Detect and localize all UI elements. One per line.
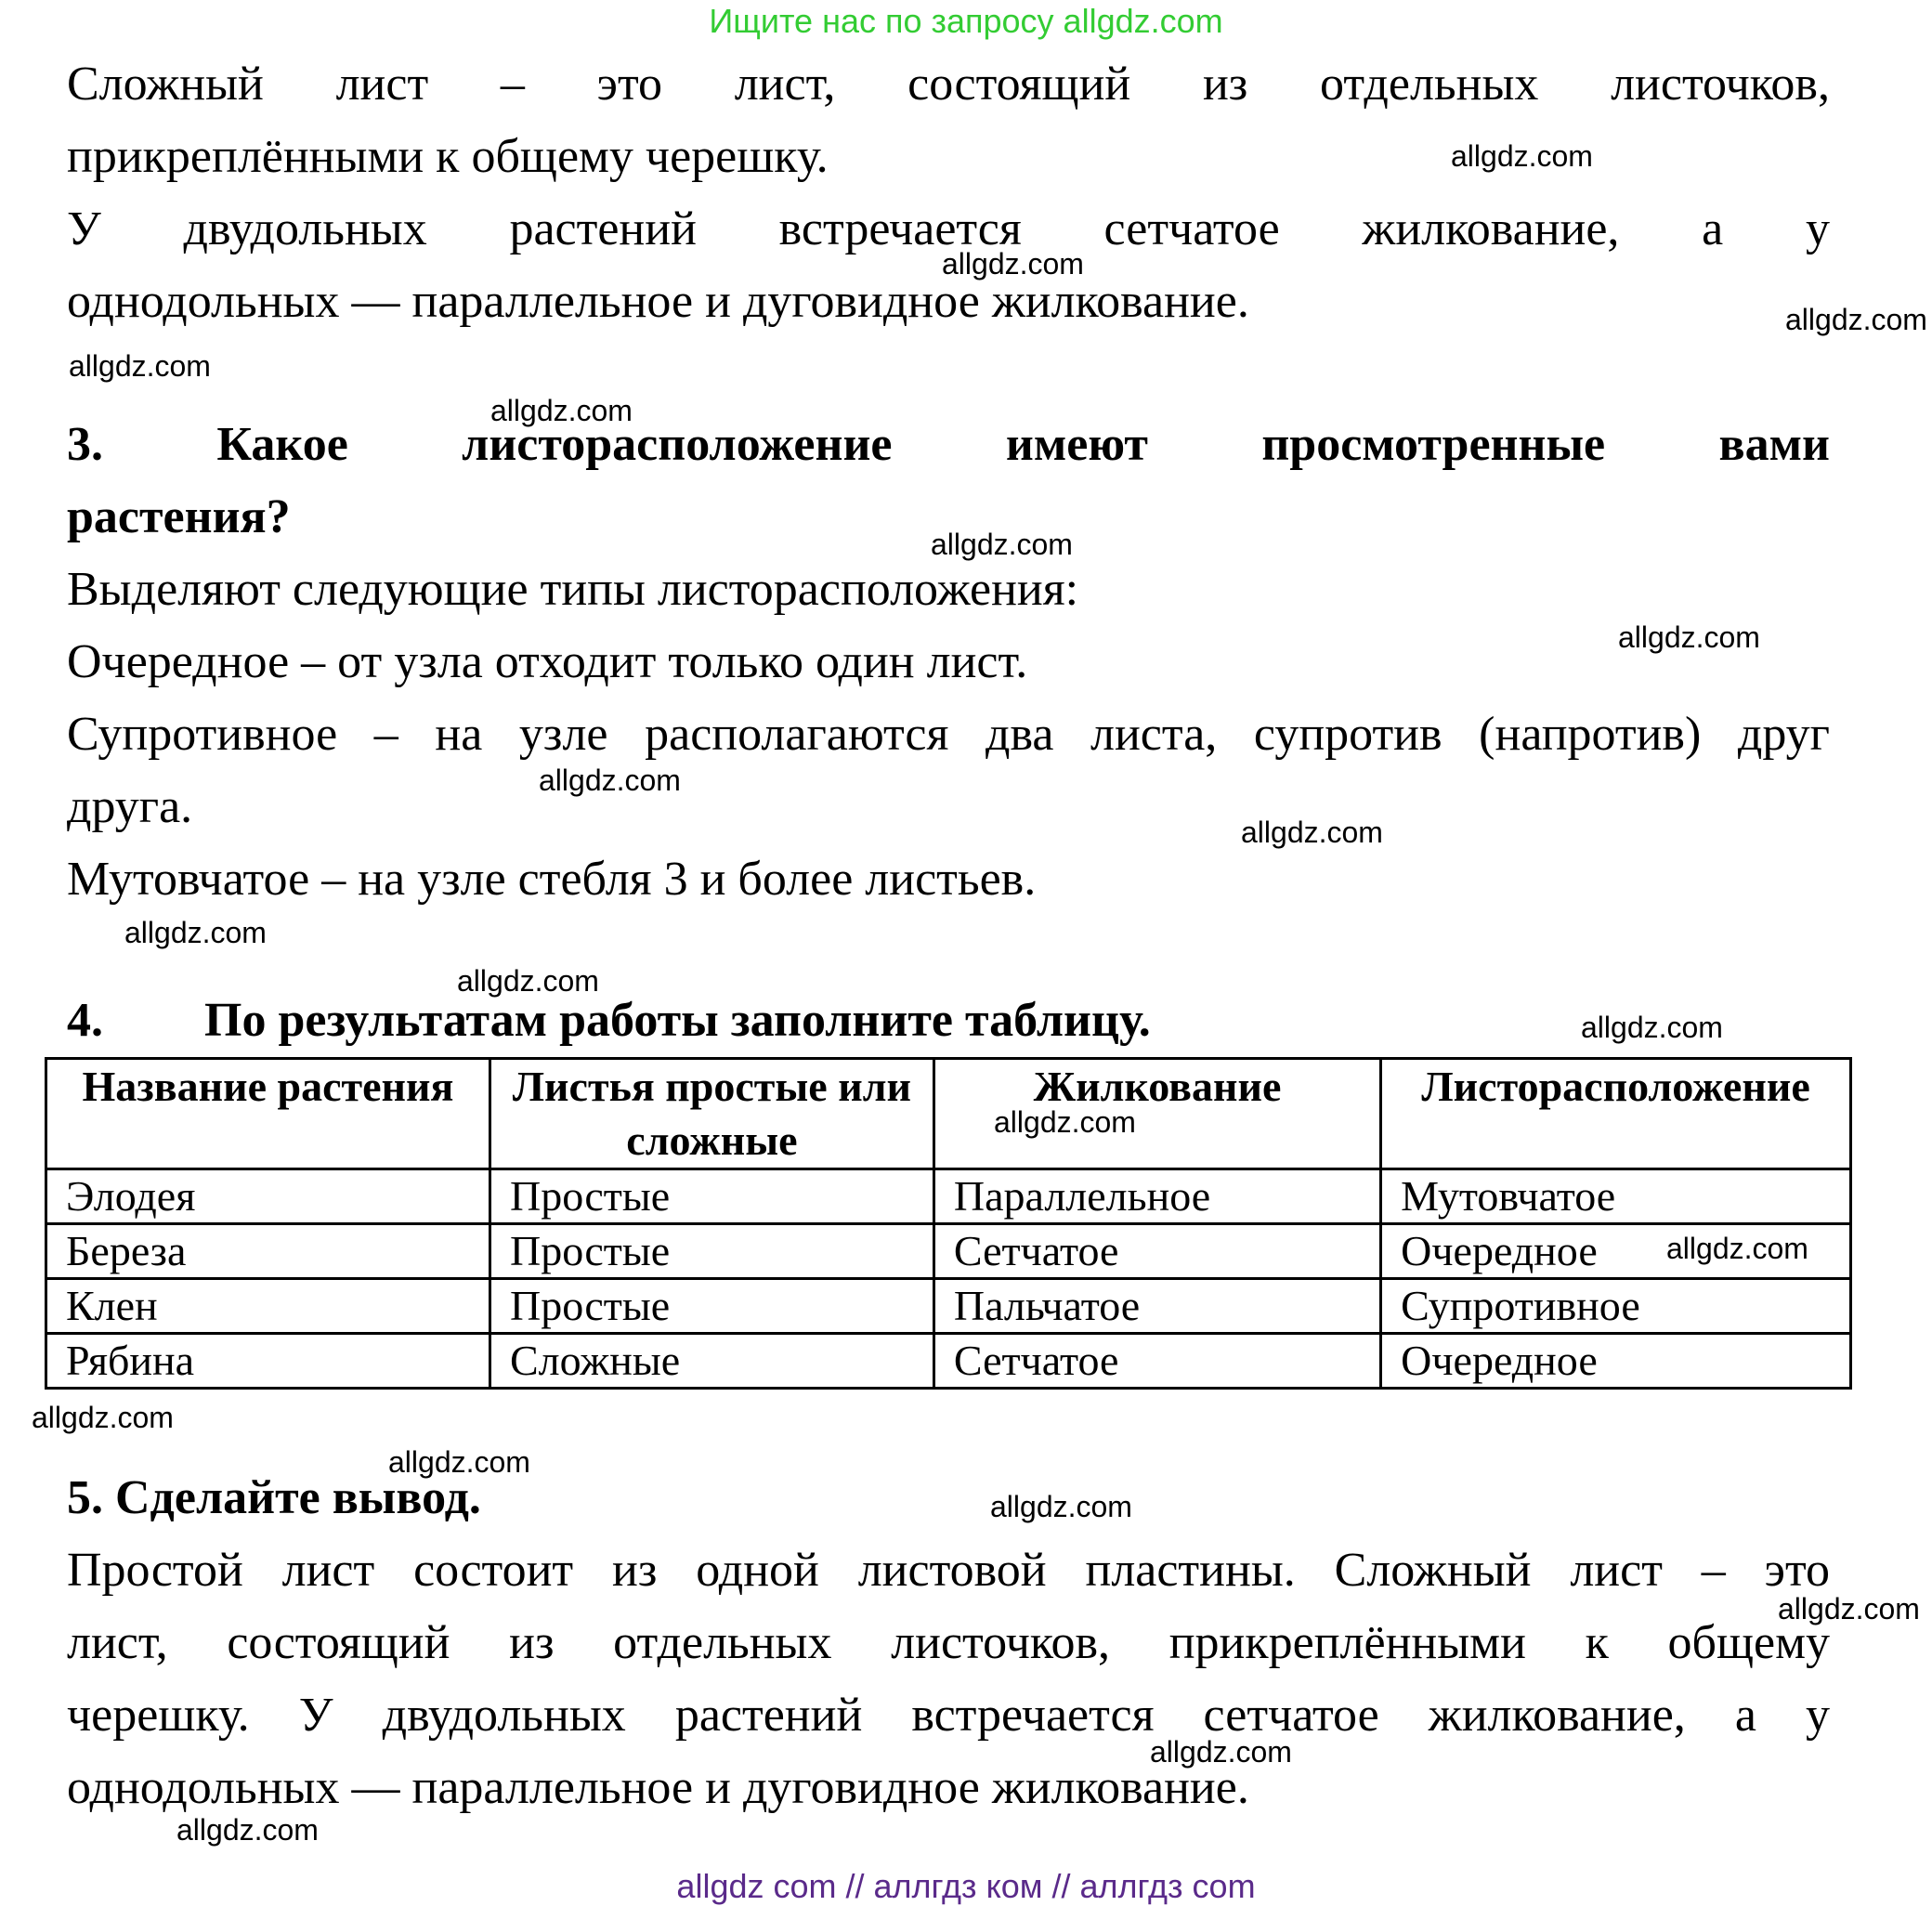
watermark: allgdz.com [1666,1232,1808,1265]
table-cell: Простые [490,1279,933,1334]
watermark: allgdz.com [124,916,267,949]
table-cell: Простые [490,1169,933,1224]
table-cell: Простые [490,1224,933,1279]
q4-heading [67,985,1151,1057]
table-cell: Очередное [1381,1224,1851,1279]
footer: allgdz com // аллгдз ком // аллгдз com [676,1867,1256,1905]
watermark: allgdz.com [388,1445,530,1479]
q5-heading: 5. Сделайте вывод. [67,1471,481,1524]
q5-line-2: лист, состоящий из отдельных листочков, прикреплёнными к общему [67,1616,1830,1669]
table-cell: Мутовчатое [1381,1169,1851,1224]
watermark: allgdz.com [457,964,599,998]
table-cell: Супротивное [1381,1279,1851,1334]
table-cell: Параллельное [933,1169,1380,1224]
intro-line-3: У двудольных растений встречается сетчатое жилкование, а у [67,202,1830,255]
watermark: allgdz.com [1241,816,1383,849]
table-row [46,1224,1851,1279]
watermark: allgdz.com [942,247,1084,281]
watermark: allgdz.com [490,394,633,427]
watermark: allgdz.com [176,1813,319,1847]
q3-line-5: Мутовчатое – на узле стебля 3 и более листьев. [67,853,1037,906]
q3-line-1: Выделяют следующие типы листорасположения: [67,563,1079,616]
intro-line-1: Сложный лист – это лист, состоящий из отдельных листочков, [67,58,1830,111]
watermark: allgdz.com [69,349,211,383]
watermark: allgdz.com [1778,1592,1920,1625]
watermark: allgdz.com [1451,139,1593,173]
watermark: allgdz.com [994,1105,1136,1139]
q3-heading-line-1: 3. Какое листорасположение имеют просмотренные вами [67,418,1830,471]
table-cell: Сложные [490,1334,933,1389]
table-cell: Сетчатое [933,1334,1380,1389]
intro-line-2: прикреплёнными к общему черешку. [67,130,829,183]
table-header-cell: Жилкование [933,1059,1380,1169]
watermark: allgdz.com [1581,1011,1723,1044]
q5-line-1: Простой лист состоит из одной листовой пластины. Сложный лист – это [67,1544,1830,1597]
watermark: allgdz.com [539,764,681,797]
table-header-cell: Название растения [46,1059,490,1169]
q3-line-4: друга. [67,780,193,833]
table-cell: Клен [46,1279,490,1334]
table-cell: Береза [46,1224,490,1279]
q4-heading-number: 4. [67,994,103,1047]
watermark: allgdz.com [990,1490,1132,1523]
table-row [46,1169,1851,1224]
watermark: allgdz.com [931,528,1073,561]
table-row [46,1334,1851,1389]
table-header-cell: Листья простые или сложные [490,1059,933,1169]
table-header-cell: Листорасположение [1381,1059,1851,1169]
q4-heading-text: По результатам работы заполните таблицу. [204,994,1151,1047]
table-row [46,1279,1851,1334]
intro-line-4: однодольных — параллельное и дуговидное жилкование. [67,275,1249,328]
watermark: allgdz.com [32,1401,174,1434]
q3-line-2: Очередное – от узла отходит только один лист. [67,635,1028,688]
table-cell: Рябина [46,1334,490,1389]
table-header-row [46,1059,1851,1169]
top-banner: Ищите нас по запросу allgdz.com [709,2,1223,40]
results-table [45,1057,1852,1390]
q3-heading-line-2: растения? [67,490,291,543]
table-cell: Пальчатое [933,1279,1380,1334]
table-cell: Сетчатое [933,1224,1380,1279]
table-cell: Элодея [46,1169,490,1224]
q5-line-3: черешку. У двудольных растений встречается сетчатое жилкование, а у [67,1689,1830,1742]
watermark: allgdz.com [1150,1735,1292,1769]
watermark: allgdz.com [1618,620,1760,654]
q5-line-4: однодольных — параллельное и дуговидное жилкование. [67,1761,1249,1814]
watermark: allgdz.com [1785,303,1927,336]
table-cell: Очередное [1381,1334,1851,1389]
q3-line-3: Супротивное – на узле располагаются два листа, супротив (напротив) друг [67,708,1830,761]
